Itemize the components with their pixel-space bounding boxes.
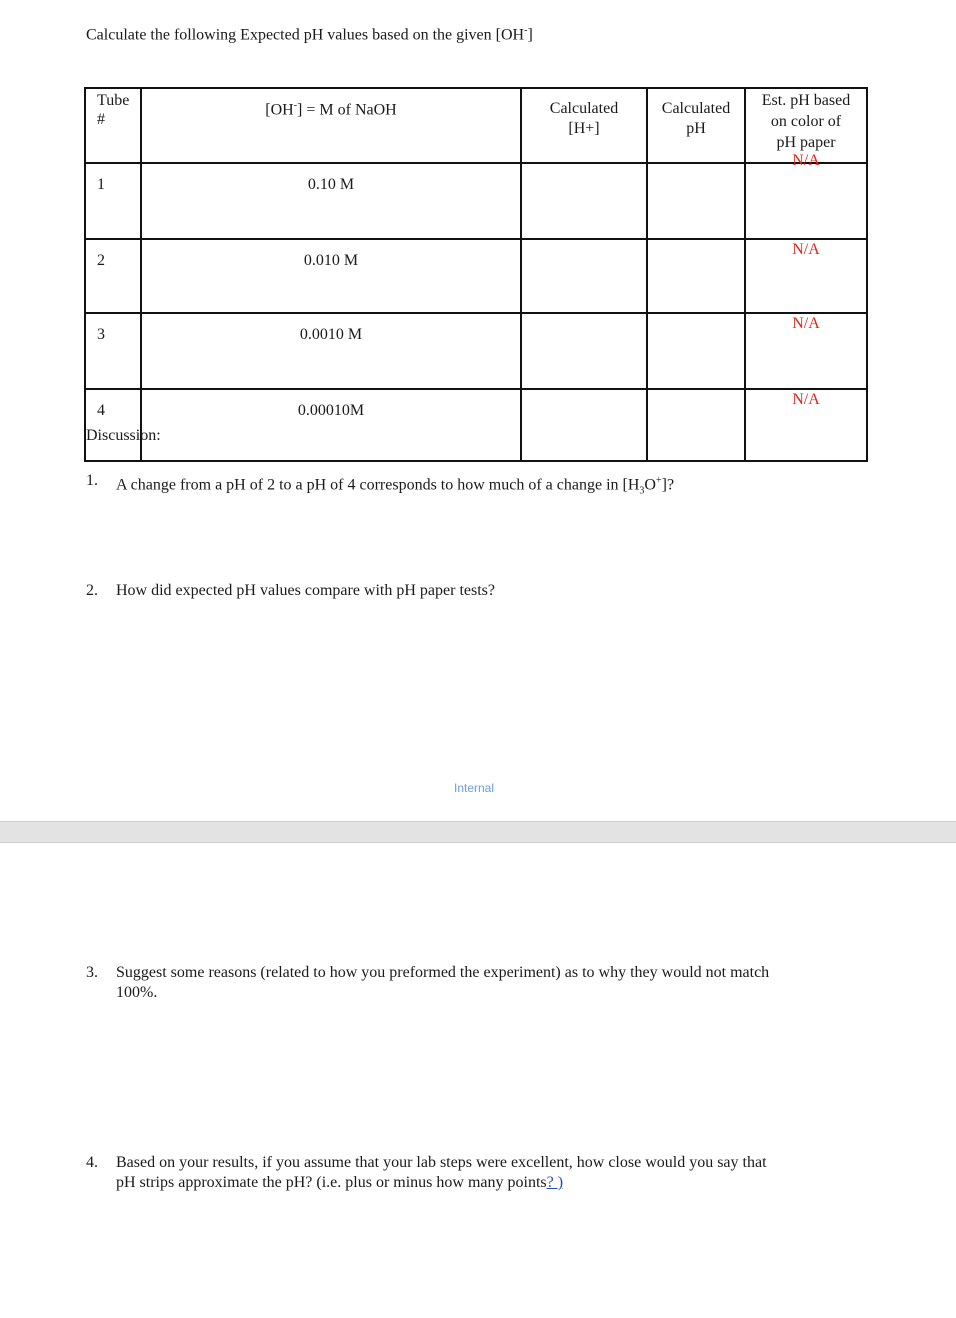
row3-tube: 3 [85, 313, 141, 389]
question-4-text [116, 1153, 767, 1193]
header-calc-ph-line2: pH [686, 120, 706, 137]
row4-est-value: N/A [745, 389, 867, 461]
header-oh-prefix: [OH [265, 101, 294, 119]
row3-calc-ph-cell[interactable] [647, 313, 745, 389]
row4-oh: 0.00010M [141, 389, 521, 461]
instructions-text [86, 25, 533, 44]
header-oh-suffix: ] = M of NaOH [297, 101, 397, 119]
header-tube [85, 88, 141, 163]
question-3 [86, 963, 876, 1007]
row4-tube: 4 [85, 389, 141, 461]
question-1-number: 1. [86, 472, 98, 489]
instructions-sup: - [524, 25, 528, 36]
instructions-main: Calculate the following Expected pH values based on the given [OH [86, 26, 525, 44]
question-3-line2: 100%. [116, 984, 158, 1001]
question-4-line2: pH strips approximate the pH? (i.e. plus or minus how many points [116, 1174, 547, 1191]
header-tube-line1: Tube [97, 92, 130, 109]
row1-est-cell[interactable] [745, 163, 867, 239]
table-header-row [85, 88, 867, 163]
table-row [85, 389, 867, 461]
internal-watermark: Internal [454, 781, 495, 795]
ph-data-table [84, 87, 868, 462]
question-1-text-c: ]? [661, 476, 675, 494]
question-1-text [116, 471, 674, 502]
question-3-number: 3. [86, 964, 98, 981]
row2-est-value: N/A [745, 239, 867, 313]
row1-calc-h-cell[interactable] [521, 163, 647, 239]
question-3-line1: Suggest some reasons (related to how you preformed the experiment) as to why they would not match [116, 964, 770, 981]
question-1-text-b: O [644, 476, 656, 494]
row4-calc-h-cell[interactable] [521, 389, 647, 461]
question-1-text-a: A change from a pH of 2 to a pH of 4 corresponds to how much of a change in [H [116, 476, 640, 494]
header-est-ph [745, 88, 867, 169]
table-row [85, 163, 867, 239]
row4-calc-ph-cell[interactable] [647, 389, 745, 461]
header-oh-concentration [141, 88, 521, 163]
row1-oh: 0.10 M [141, 163, 521, 239]
header-calc-ph-line1: Calculated [661, 100, 731, 117]
row3-est-value: N/A [745, 313, 867, 389]
row1-tube: 1 [85, 163, 141, 239]
question-2-text: How did expected pH values compare with pH paper tests? [116, 582, 495, 599]
table-row [85, 239, 867, 313]
table-row [85, 313, 867, 389]
header-oh-sup: - [293, 100, 298, 111]
row1-est-value: N/A [792, 152, 820, 169]
header-tube-line2: # [97, 111, 105, 128]
question-4-number: 4. [86, 1154, 98, 1171]
header-calc-h-line2: [H+] [568, 120, 600, 137]
question-3-text [116, 963, 769, 1003]
row1-calc-ph-cell[interactable] [647, 163, 745, 239]
row3-calc-h-cell[interactable] [521, 313, 647, 389]
header-calc-h-line1: Calculated [549, 100, 619, 117]
instructions-end: ] [527, 26, 533, 44]
question-1 [86, 471, 786, 497]
question-1-sup: + [655, 475, 662, 486]
discussion-heading: Discussion: [86, 427, 161, 444]
question-2 [86, 581, 786, 603]
header-calculated-ph [647, 88, 745, 163]
row2-tube: 2 [85, 239, 141, 313]
header-est-line2: on color of [770, 113, 842, 130]
row2-calc-ph-cell[interactable] [647, 239, 745, 313]
row2-oh: 0.010 M [141, 239, 521, 313]
question-1-sub: 3 [639, 485, 645, 497]
question-4-line1: Based on your results, if you assume that your lab steps were excellent, how close would you say that [116, 1154, 767, 1171]
question-4-link[interactable]: ? ) [546, 1174, 564, 1191]
question-4 [86, 1153, 876, 1197]
row3-oh: 0.0010 M [141, 313, 521, 389]
row2-calc-h-cell[interactable] [521, 239, 647, 313]
page-break-divider [0, 821, 956, 843]
header-calculated-h [521, 88, 647, 163]
question-2-number: 2. [86, 582, 98, 599]
header-est-line3: pH paper [776, 134, 836, 151]
header-est-line1: Est. pH based [761, 92, 851, 109]
